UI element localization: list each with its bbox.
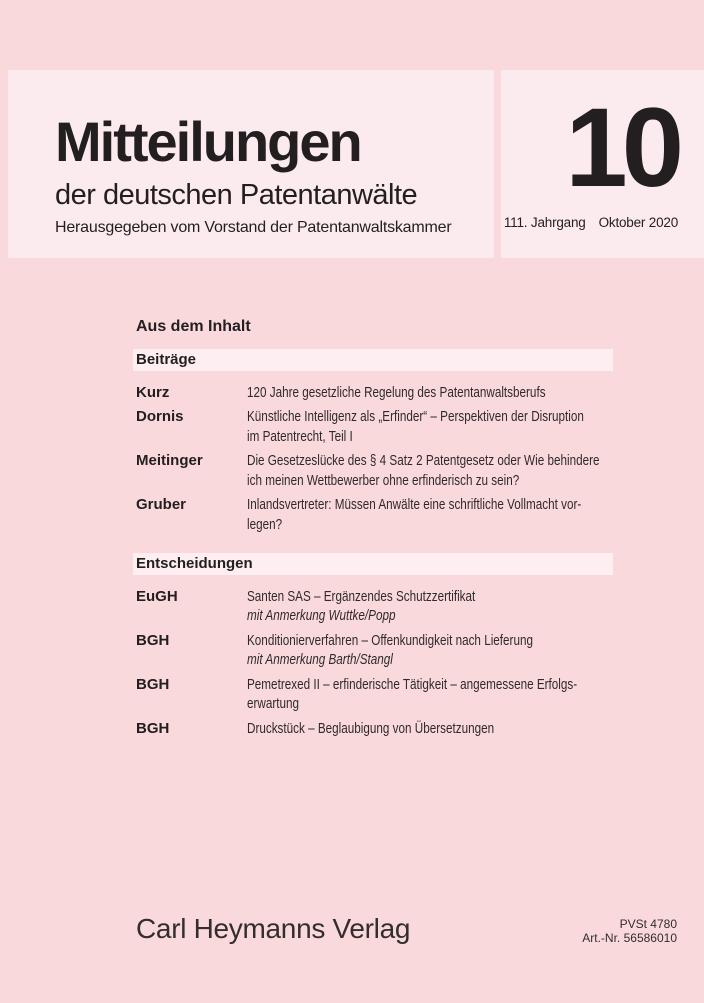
publisher-line: Herausgegeben vom Vorstand der Patentanwaltskammer <box>55 219 452 236</box>
entry-title: Druckstück – Beglaubigung von Übersetzungen <box>247 719 495 737</box>
entry-body <box>247 495 582 534</box>
entry-title: Die Gesetzeslücke des § 4 Satz 2 Patentgesetz oder Wie behindere ich meinen Wettbewerber ohne erfinderisch zu sein? <box>247 452 600 489</box>
entry-body <box>247 587 532 626</box>
toc-entry <box>133 451 613 490</box>
entry-author: Gruber <box>136 496 187 513</box>
toc-entry <box>133 675 613 714</box>
entry-title: Inlandsvertreter: Müssen Anwälte eine schriftliche Vollmacht vor- legen? <box>247 496 582 533</box>
publisher-name: Carl Heymanns Verlag <box>136 913 411 944</box>
table-of-contents <box>133 316 613 743</box>
toc-section-entscheidungen <box>133 553 613 738</box>
toc-section-beitraege <box>133 349 613 534</box>
article-number: Art.-Nr. 56586010 <box>582 930 677 945</box>
toc-entries <box>133 383 613 535</box>
entry-court: EuGH <box>136 587 178 605</box>
entry-title: Pemetrexed II – erfinderische Tätigkeit – angemessene Erfolgs- erwartung <box>247 675 578 712</box>
entry-author: Kurz <box>136 383 170 401</box>
issue-number: 10 <box>565 85 678 210</box>
date-label: Oktober 2020 <box>598 215 678 230</box>
entry-body <box>247 675 578 714</box>
entry-author: Dornis <box>136 408 184 425</box>
entry-title: Santen SAS – Ergänzendes Schutzzertifikat <box>247 587 476 605</box>
entry-court: BGH <box>136 719 170 737</box>
journal-title: Mitteilungen <box>55 110 361 173</box>
issue-meta <box>501 214 678 232</box>
entry-body <box>247 383 546 403</box>
entry-body <box>247 631 532 670</box>
toc-heading: Aus dem Inhalt <box>136 318 251 335</box>
entry-annotation: mit Anmerkung Wuttke/Popp <box>247 607 396 624</box>
entry-body <box>247 719 532 739</box>
section-title-entscheidungen: Entscheidungen <box>133 553 613 575</box>
journal-subtitle: der deutschen Patentanwälte <box>55 179 418 211</box>
entry-title: 120 Jahre gesetzliche Regelung des Patentanwaltsberufs <box>247 383 546 401</box>
volume-label: 111. Jahrgang <box>503 215 586 230</box>
entry-title: Künstliche Intelligenz als „Erfinder“ – Perspektiven der Disruption im Patentrecht, Teil I <box>247 408 584 445</box>
toc-entry <box>133 719 613 739</box>
entry-title: Konditionierverfahren – Offenkundigkeit nach Lieferung <box>247 631 533 649</box>
entry-body <box>247 407 584 446</box>
entry-court: BGH <box>136 675 170 693</box>
toc-entry <box>133 407 613 446</box>
entry-court: BGH <box>136 631 170 649</box>
postal-imprint <box>582 918 677 945</box>
masthead-title-panel <box>8 70 494 258</box>
toc-entry <box>133 383 613 403</box>
issue-panel <box>501 70 704 258</box>
entry-annotation: mit Anmerkung Barth/Stangl <box>247 651 393 668</box>
entry-author: Meitinger <box>136 452 203 469</box>
toc-entry <box>133 587 613 626</box>
section-title-beitraege: Beiträge <box>133 349 613 371</box>
toc-entries <box>133 587 613 739</box>
toc-entry <box>133 495 613 534</box>
entry-body <box>247 451 600 490</box>
toc-entry <box>133 631 613 670</box>
pvst-number: PVSt 4780 <box>619 917 677 931</box>
